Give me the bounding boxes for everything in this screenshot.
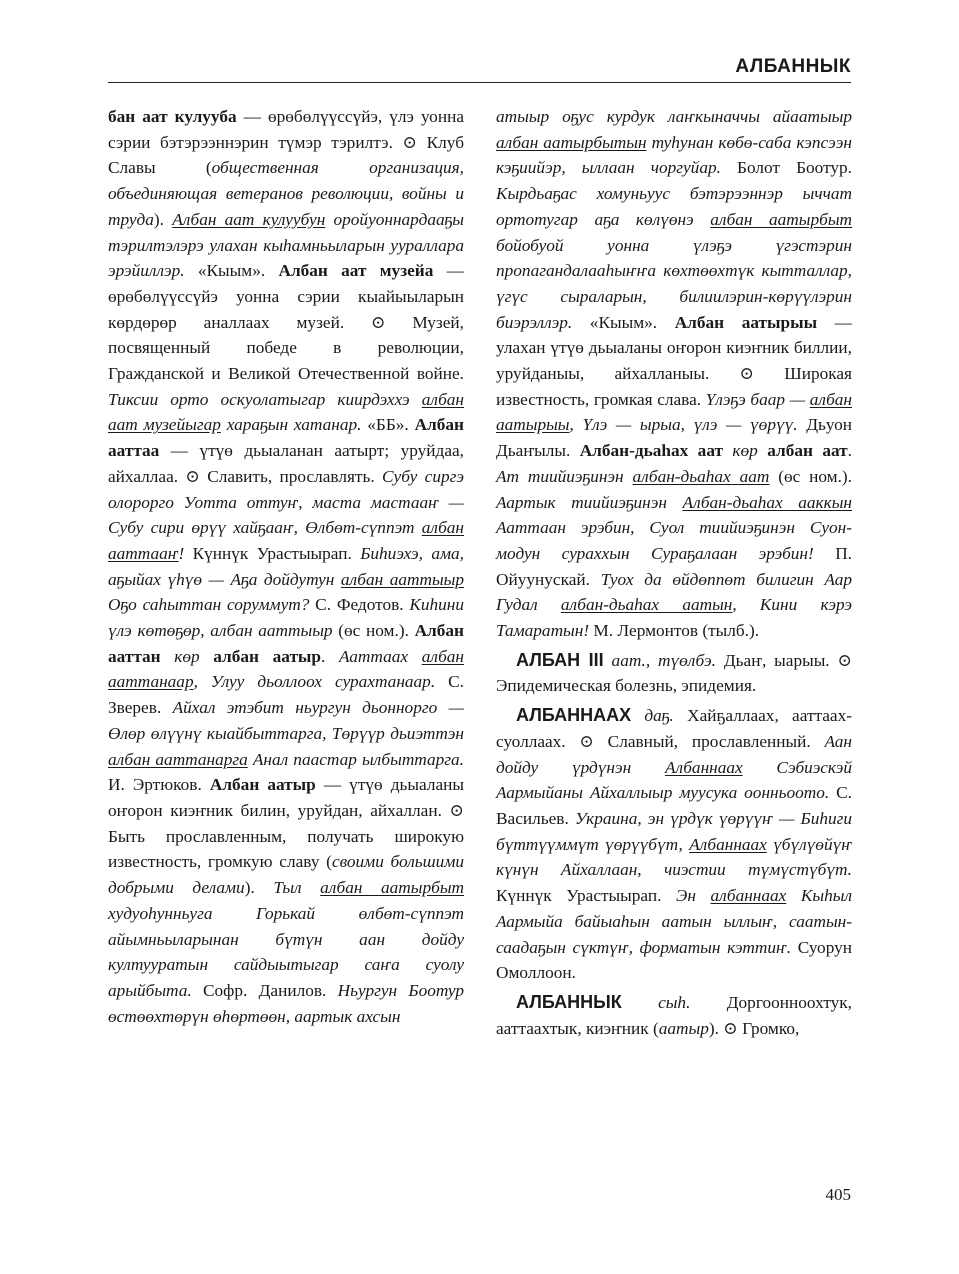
italic-text: көр	[723, 441, 768, 461]
italic-text: сыһ.	[621, 992, 691, 1012]
left-column	[108, 104, 464, 1029]
headword-phrase: бан аат кулууба	[108, 107, 237, 126]
headword-phrase: албан аатыр	[213, 646, 322, 666]
body-text: .	[321, 646, 339, 666]
italic-text: Кыһыл Аармыйа байыаһын аатын ыллыҥ, саатын-саадаҕын сүктүҥ, форматын кэттиҥ.	[496, 886, 852, 957]
italic-text: Ааттаан эрэбин, Суол тиийиэҕинэн Суон-модун сураххын Сураҕалаан эрэбин!	[496, 518, 852, 563]
running-head: АЛБАННЫК	[735, 56, 851, 77]
entry-albanaat-continuation	[496, 104, 852, 644]
underlined-example: албан аатырбытын	[496, 132, 647, 152]
headword-phrase: Албан аатыр	[209, 775, 316, 795]
italic-text	[561, 595, 733, 614]
body-text: М. Лермонтов (тылб.).	[589, 621, 760, 641]
italic-text: бойобуой уонна үлэҕэ үгэстэрин пропагандалааһыҥҥа көхтөөхтүк кытталлар, үгүс сыраларын, билиилэрин-көрүүлэрин биэрэллэр.	[496, 235, 852, 332]
headword-phrase: Албан аатырыы	[674, 312, 818, 332]
italic-text: Эн	[676, 886, 711, 906]
headword-phrase: Албан ааттаа	[108, 415, 464, 461]
italic-text: худуоһунньуга Горькай өлбөт-сүппэт айымньыларынан бүтүн аан дойду култууратын сайдыытыгар саҥа суолу арыйбыта.	[108, 903, 464, 1000]
page-number: 405	[825, 1185, 851, 1204]
italic-text: общественная организация, объединяющая ветеранов революции, войны и труда	[108, 158, 464, 229]
italic-text: Киһини үлэ көтөҕөр, албан ааттыыр	[108, 595, 464, 641]
italic-text	[711, 886, 787, 905]
body-text: — үтүө дьыаланы оҥорон киэҥник билин, уруйдан, айхаллан. ⊙ Быть прославленным, получать широкую известность, громкую славу (	[108, 775, 464, 872]
italic-text: туһунан көбө-саба кэпсээн кэҕиийэр, ыллаан чоргуйар.	[496, 132, 852, 178]
underlined-example: албан аатырыы	[496, 389, 852, 435]
body-text: «Кыым».	[184, 261, 279, 281]
entry-headword: АЛБАННЫК	[516, 991, 622, 1012]
italic-text	[632, 467, 769, 486]
body-text: ).	[244, 878, 274, 898]
italic-text: своими большими добрыми делами	[108, 852, 464, 898]
italic-text: Үлэҕэ баар —	[705, 389, 810, 409]
italic-text	[108, 750, 248, 769]
italic-text: !	[178, 543, 185, 563]
body-text: Доргоонноохтук, ааттаахтык, киэҥник (	[496, 992, 852, 1038]
italic-text: Украина, эн үрдүк үөрүүҥ — Биһиги бүттүүммүт үөрүүбүт,	[496, 808, 852, 854]
underlined-example: албан ааттааҥ	[108, 518, 464, 563]
body-text: (өс ном.).	[332, 621, 415, 641]
body-text: Хайҕаллаах, ааттаах-суоллаах. ⊙ Славный, прославленный.	[496, 706, 853, 751]
body-text: Дьуон Дьаҥылы.	[496, 415, 852, 461]
italic-text: Туох да өйдөппөт билигин Аар Гудал	[496, 569, 852, 615]
body-text: Күннүк Урастыырап.	[496, 886, 677, 906]
underlined-example: албан ааттыыр	[340, 569, 464, 589]
body-text: — өрөбөлүүссүйэ, үлэ уонна сэрии бэтэрээннэрин түмэр тэрилтэ. ⊙ Клуб Славы (	[108, 107, 464, 178]
headword-phrase: Албан-дьаһах аат	[579, 441, 724, 461]
underlined-example: албан аат музейыгар	[108, 389, 464, 435]
italic-text	[172, 210, 325, 229]
italic-text	[710, 210, 852, 229]
italic-text	[341, 570, 464, 589]
underlined-example: албаннаах	[710, 886, 787, 906]
underlined-example: Албан-дьаһах ааккын	[682, 492, 852, 512]
italic-text	[320, 878, 464, 897]
italic-text: Аан дойду үрдүнэн	[496, 731, 852, 777]
headword-phrase: Албан ааттан	[108, 621, 464, 666]
italic-text: Тыл	[273, 878, 321, 898]
italic-text: Ньургун Боотур өстөөхтөрүн өһөртөөн, аартык ахсын	[108, 980, 464, 1026]
body-text: С. Федотов.	[309, 595, 410, 615]
right-column	[496, 104, 852, 1041]
body-text: С. Зверев.	[108, 672, 464, 718]
entry-albannaakh	[496, 703, 852, 986]
italic-text: , Үлэ — ырыа, үлэ — үөрүү.	[569, 415, 798, 435]
italic-text: көр	[160, 646, 214, 666]
body-text: — өрөбөлүүссүйэ уонна сэрии кыайыыларын көрдөрөр аналлаах музей. ⊙ Музей, посвященный победе в революции, Гражданской и Великой Отечественной войне.	[108, 261, 464, 384]
italic-text: атыыр оҕус курдук лаҥкыначчы айаатыыр	[496, 107, 852, 126]
italic-text: Ат тиийиэҕинэн	[496, 466, 633, 486]
left-column-text	[108, 104, 464, 1029]
italic-text: хараҕын хатанар.	[220, 415, 362, 435]
headword-phrase: албан аат	[767, 441, 848, 461]
italic-text: Субу сиргэ олорорго Уотта оттуҥ, маста мастааҥ — Субу сири өрүү хайҕааҥ, Өлбөт-сүппэт	[108, 466, 464, 538]
italic-text: Оҕо саһыттан соруммут?	[108, 595, 310, 615]
italic-text: Ааттаах	[339, 646, 422, 666]
underlined-example: албан аатырбыт	[320, 878, 465, 898]
body-text: Болот Боотур.	[720, 158, 852, 178]
body-text: Дьаҥ, ыарыы. ⊙ Эпидемическая болезнь, эпидемия.	[496, 650, 852, 696]
entry-albannyk	[496, 990, 852, 1041]
italic-text: аатыр	[658, 1018, 709, 1038]
underlined-example: Албан аат кулуубун	[172, 209, 326, 229]
entry-headword: АЛБАННААХ	[516, 705, 632, 726]
body-text: П. Ойуунускай.	[496, 543, 852, 589]
italic-text	[683, 493, 852, 512]
italic-text: Сэбиэскэй Аармыйаны Айхаллыыр муусука оонньоото.	[496, 757, 852, 803]
italic-text: даҕ.	[631, 706, 674, 726]
header-rule	[108, 82, 851, 83]
body-text: — үтүө дьыаланан аатырт; уруйдаа, айхаллаа. ⊙ Славить, прославлять.	[108, 441, 464, 486]
italic-text: Аартык тиийиэҕинэн	[496, 492, 683, 512]
body-text: ). ⊙ Громко,	[708, 1018, 800, 1038]
body-text: Суорун Омоллоон.	[496, 937, 852, 983]
body-text: — улахан үтүө дьыаланы оҥорон киэҥник биллии, уруйданыы, айхалланыы. ⊙ Широкая известность, громкая слава.	[496, 312, 852, 409]
underlined-example: албан ааттанарга	[108, 749, 248, 769]
italic-text: , Улуу дьоллоох сурахтанаар.	[193, 672, 436, 692]
body-text: .	[847, 441, 852, 461]
italic-text: оройуоннардааҕы тэрилтэлэрэ улахан кыһамньыларын уураллара эрэйиллэр.	[108, 209, 464, 281]
italic-text	[496, 133, 647, 152]
underlined-example: Албаннаах	[689, 834, 767, 854]
italic-text: , Кини кэрэ Тамаратын!	[496, 595, 852, 641]
body-text: ).	[153, 209, 173, 229]
italic-text: аат., түөлбэ.	[603, 650, 716, 670]
italic-text: Биһиэхэ, ама, аҕыйах үһүө — Аҕа дойдутун	[108, 543, 464, 589]
italic-text: үбүлүөйүҥ күнүн Айхаллаан, чиэстии түмүстүбүт.	[496, 834, 852, 880]
body-text: И. Эртюков.	[108, 775, 210, 795]
body-text: Софр. Данилов.	[191, 980, 338, 1000]
body-text: (өс ном.).	[769, 466, 852, 486]
underlined-example: албан ааттанаар	[108, 646, 464, 692]
underlined-example: албан аатырбыт	[710, 209, 853, 229]
italic-text	[665, 758, 743, 777]
underlined-example: Албаннаах	[664, 757, 743, 777]
body-text: Күннүк Урастыырап.	[184, 543, 361, 563]
headword-phrase: Албан аат музейа	[278, 261, 434, 281]
underlined-example: албан-дьаһах аат	[632, 466, 770, 486]
body-text: С. Васильев.	[496, 783, 852, 828]
entry-headword: АЛБАН III	[516, 649, 604, 670]
italic-text: Кырдьаҕас хомуньуус бэтэрээннэр ыччат ортотугар аҕа көлүөнэ	[496, 184, 852, 229]
underlined-example: албан-дьаһах аатын	[560, 595, 733, 615]
italic-text: Тиксии орто оскуолатыгар киирдэххэ	[108, 389, 422, 409]
italic-text: Айхал этэбит ньургун дьоннорго — Өлөр өлүүнү кыайбыттарга, Төрүүр дьиэттэн	[108, 698, 464, 743]
italic-text	[689, 835, 767, 854]
entry-alban-iii	[496, 648, 852, 699]
body-text: «ББ».	[361, 415, 415, 435]
body-text: «Кыым».	[572, 312, 675, 332]
italic-text: Анал паастар ылбыттарга.	[247, 749, 464, 769]
